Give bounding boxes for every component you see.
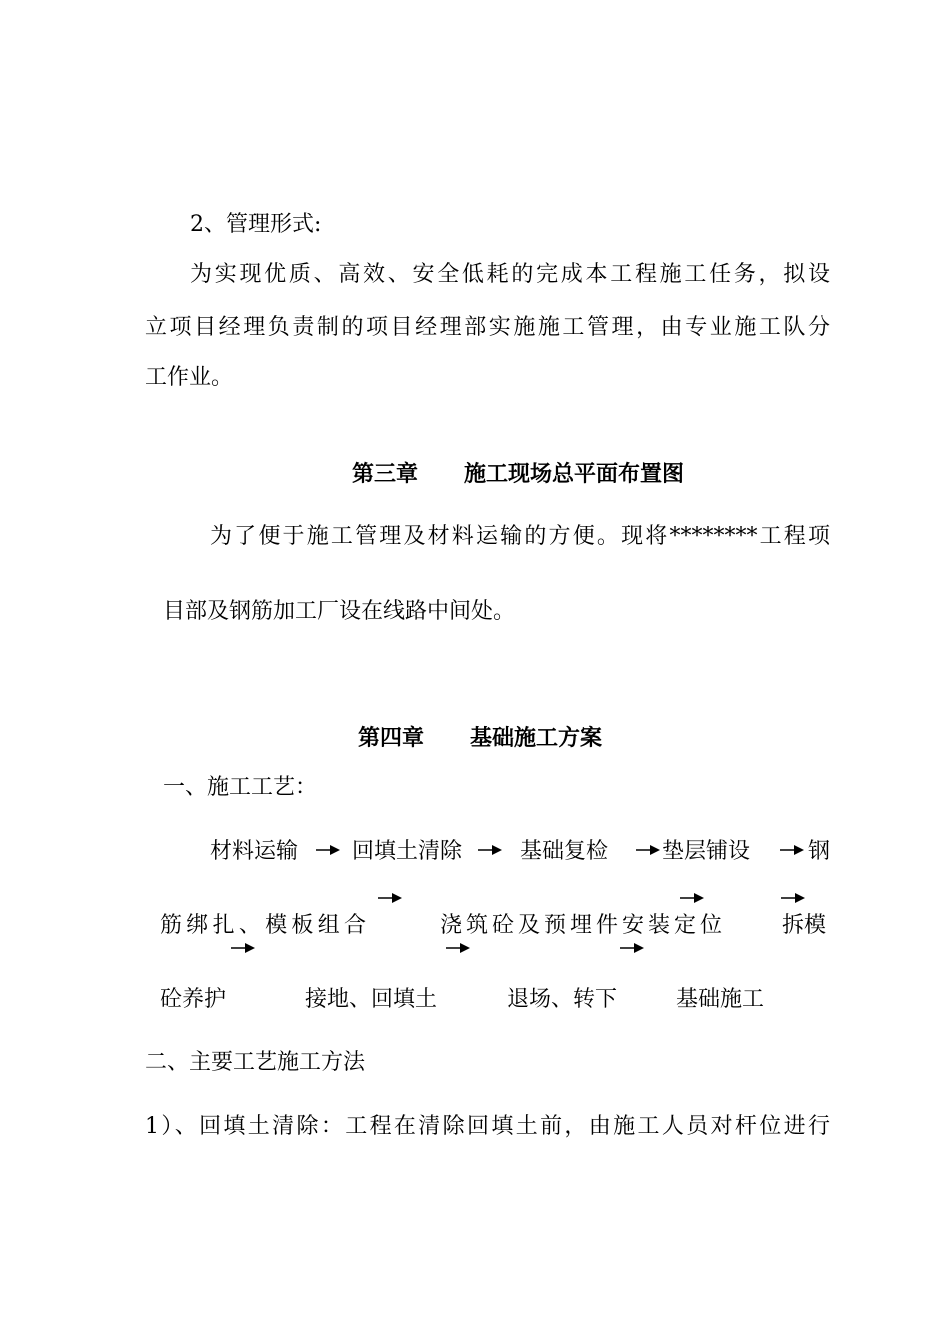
- flow-step: 材料运输: [210, 839, 299, 864]
- arrow-right-icon: [780, 843, 804, 857]
- arrow-right-icon: [781, 891, 805, 905]
- flow-step: 钢: [808, 839, 831, 864]
- paragraph-line: 目部及钢筋加工厂设在线路中间处。: [163, 599, 516, 624]
- flow-step: 拆模: [782, 913, 827, 938]
- flow-step: 回填土清除: [352, 839, 463, 864]
- arrow-right-icon: [636, 843, 660, 857]
- arrow-right-icon: [378, 891, 402, 905]
- arrow-right-icon: [478, 843, 502, 857]
- chapter-title: 第四章 基础施工方案: [358, 725, 602, 751]
- paragraph-line: 立项目经理负责制的项目经理部实施施工管理，由专业施工队分: [145, 315, 830, 340]
- paragraph-line: 为实现优质、高效、安全低耗的完成本工程施工任务，拟设: [190, 262, 830, 287]
- paragraph-line: 工作业。: [145, 365, 234, 390]
- flow-step: 退场、转下: [507, 987, 618, 1012]
- flow-step: 接地、回填土: [305, 987, 438, 1012]
- chapter-title: 第三章 施工现场总平面布置图: [352, 461, 684, 487]
- flow-step: 基础复检: [520, 839, 609, 864]
- flow-step: 垫层铺设: [662, 839, 751, 864]
- paragraph-line: 为了便于施工管理及材料运输的方便。现将********工程项: [210, 524, 830, 549]
- flow-step: 砼养护: [160, 987, 227, 1012]
- arrow-right-icon: [446, 941, 470, 955]
- flow-step: 基础施工: [676, 987, 765, 1012]
- flow-step: 浇筑砼及预埋件安装定位: [440, 913, 722, 938]
- section-heading: 2、管理形式:: [190, 212, 322, 237]
- paragraph-line: 1）、回填土清除：工程在清除回填土前，由施工人员对杆位进行: [145, 1114, 830, 1139]
- subsection-heading: 一、施工工艺：: [163, 775, 318, 800]
- arrow-right-icon: [316, 843, 340, 857]
- arrow-right-icon: [231, 941, 255, 955]
- subsection-heading: 二、主要工艺施工方法: [145, 1050, 366, 1075]
- arrow-right-icon: [680, 891, 704, 905]
- flow-step: 筋绑扎、模板组合: [160, 913, 366, 938]
- arrow-right-icon: [620, 941, 644, 955]
